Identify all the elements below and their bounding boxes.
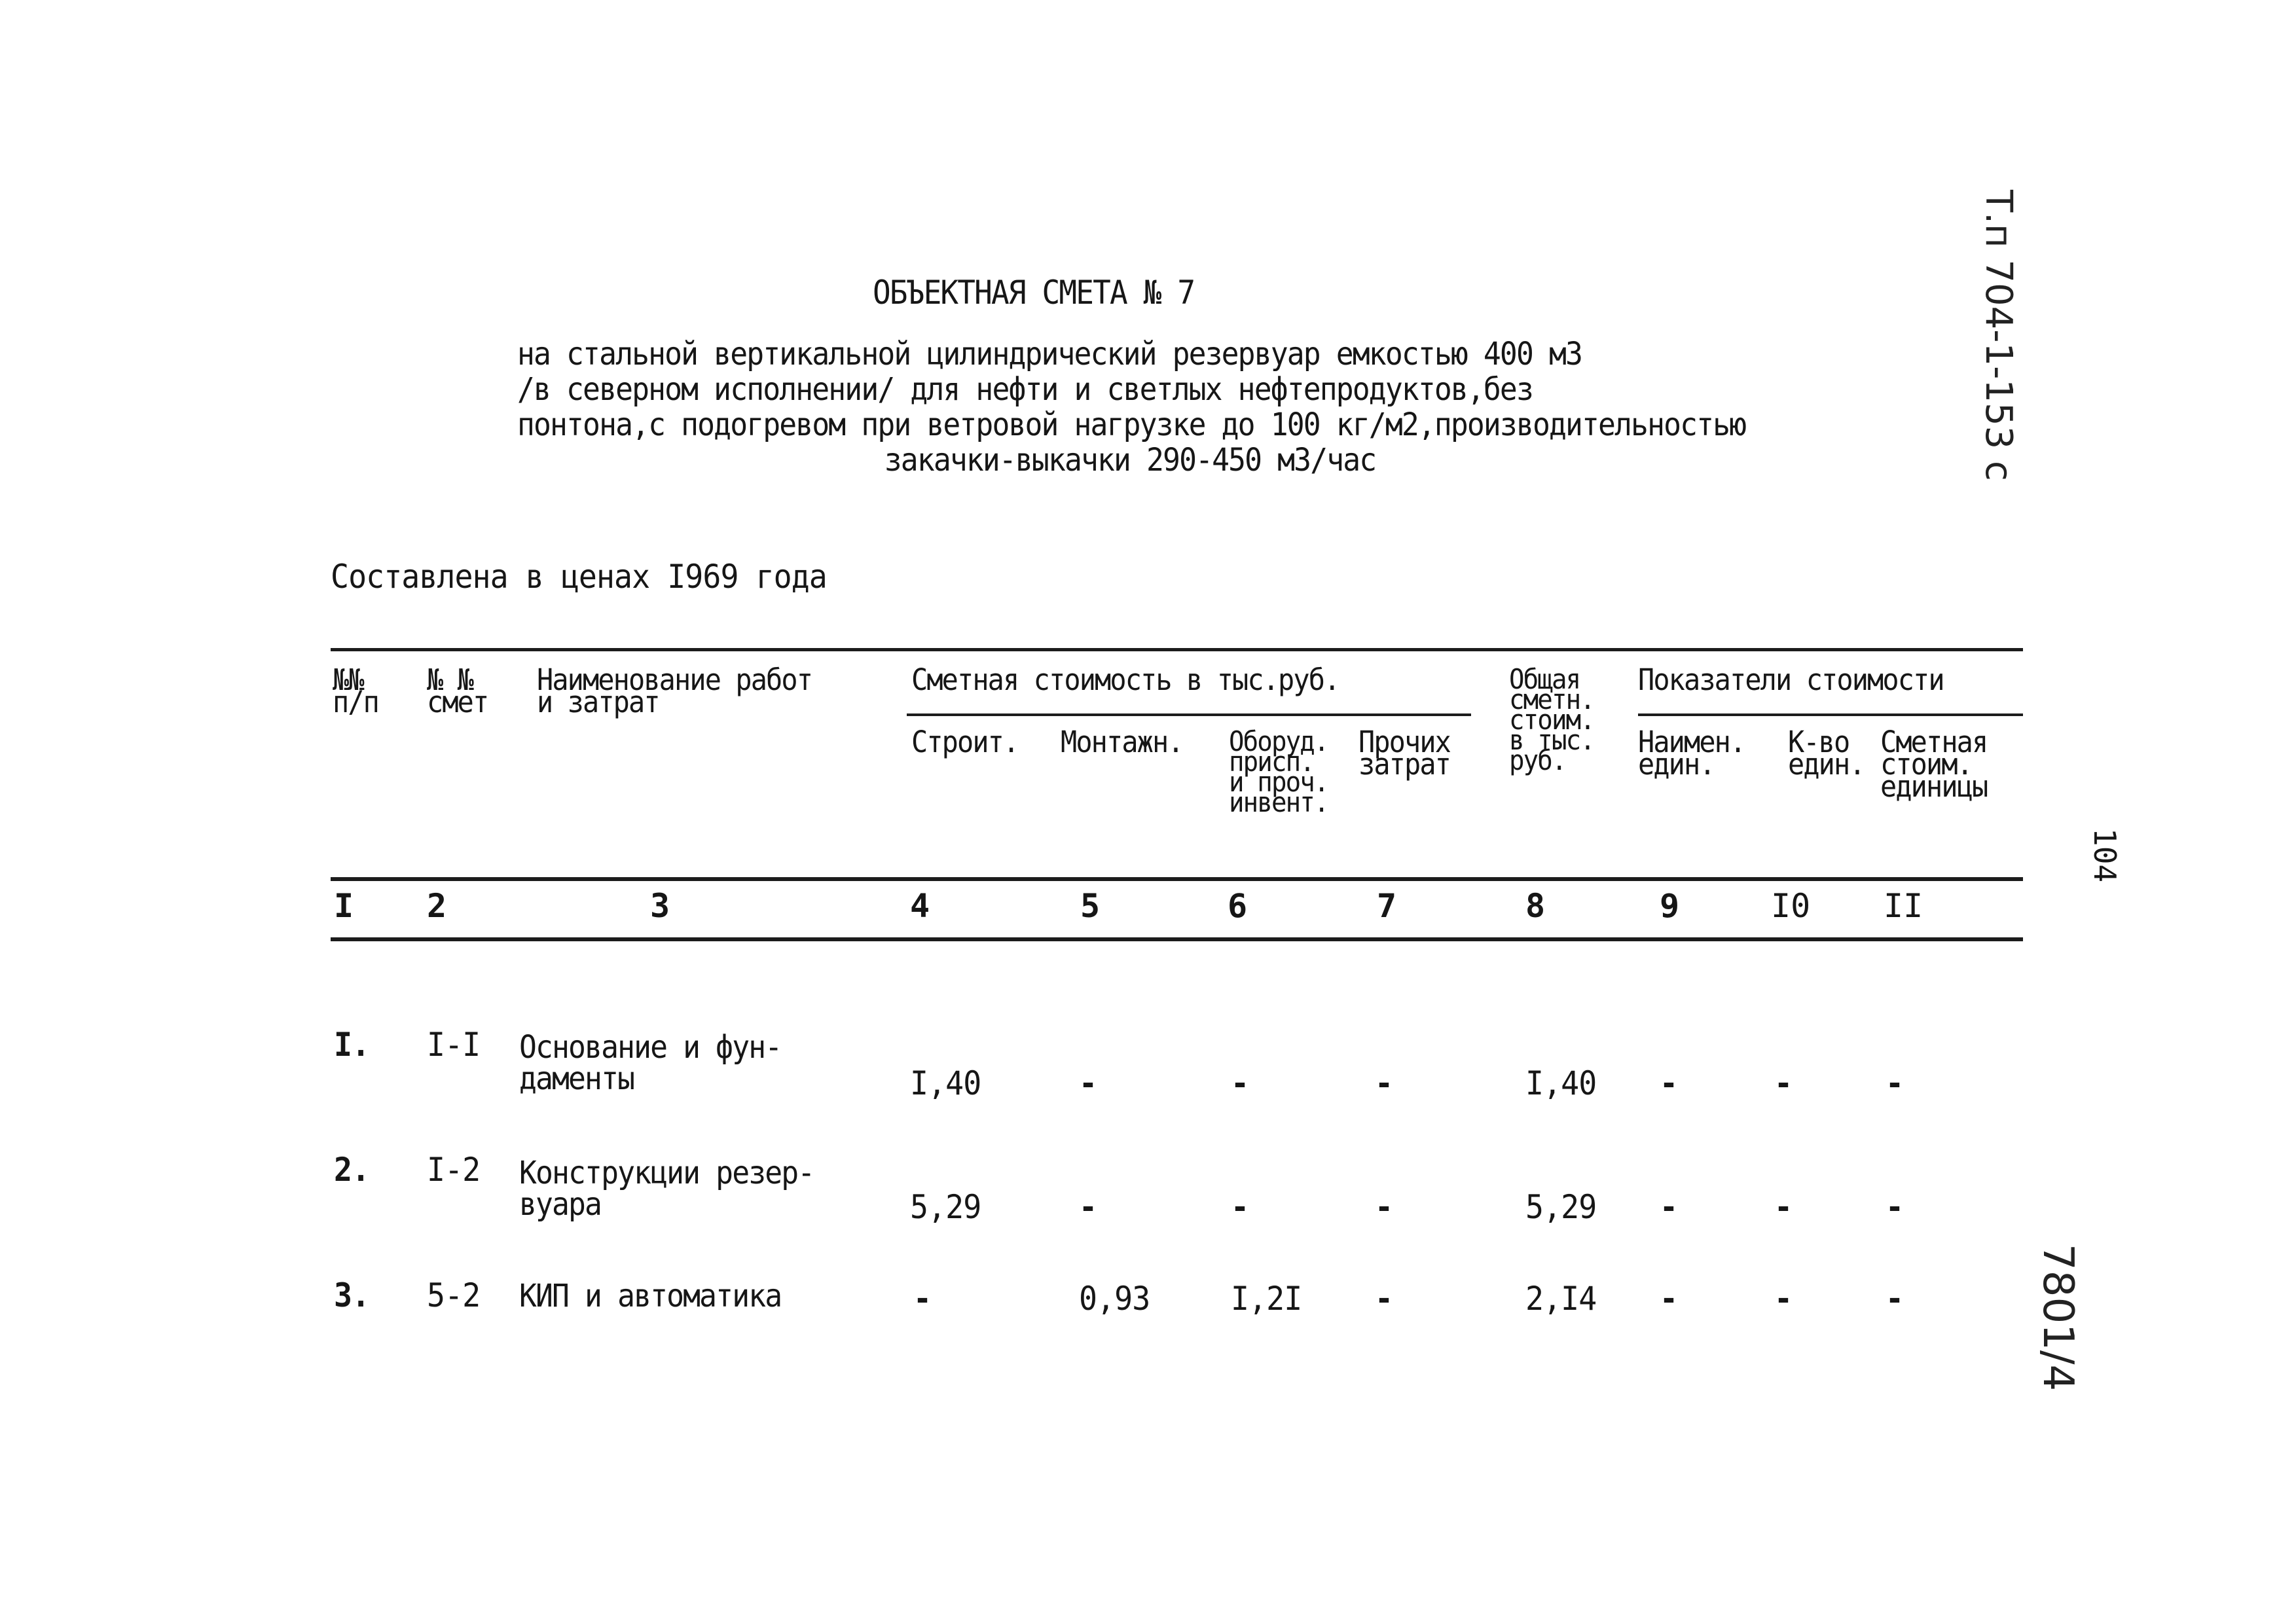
header-work-name: Наименование работ и затрат [537,662,812,719]
column-number: 4 [910,887,930,925]
table-top-rule [331,648,2023,651]
work-name-line: КИП и автоматика [519,1278,782,1314]
subtitle-line: понтона,с подогревом при ветровой нагрузке до 100 кг/м2,производительностью [517,406,1746,443]
unit-name: - [1660,1280,1678,1318]
header-installation: Монтажн. [1061,725,1183,759]
header-total-cost: Общая сметн. стоим. в тыс. руб. [1509,663,1594,776]
subtitle-line: /в северном исполнении/ для нефти и светлых нефтепродуктов,без [517,371,1533,408]
equipment-cost: - [1231,1188,1249,1226]
header-cost-group: Сметная стоимость в тыс.руб. [911,662,1339,697]
indicators-group-rule [1638,713,2023,716]
estimate-number: I-2 [427,1151,481,1189]
row-number: I. [334,1026,370,1064]
row-number: 3. [334,1276,370,1314]
construction-cost: I,40 [910,1064,981,1102]
header-indicators-group: Показатели стоимости [1638,662,1944,697]
column-number: II [1884,887,1923,925]
estimate-number: 5-2 [427,1276,481,1314]
column-number: 7 [1377,887,1397,925]
subtitle-line: закачки-выкачки 290-450 м3/час [884,442,1376,478]
header-other-costs: Прочих затрат [1358,725,1451,782]
work-name [519,1029,782,1097]
header-row-number: №№ п/п [333,662,379,719]
standard-project-code: Т.п 704-1-153 с [1977,190,2020,481]
unit-cost: - [1886,1280,1904,1318]
header-unit-quantity: К-во един. [1788,725,1865,782]
work-name-line: Конструкции резер- [519,1155,814,1191]
total-cost: I,40 [1525,1064,1597,1102]
column-number: 8 [1525,887,1546,925]
column-number: 2 [427,887,447,925]
other-cost: - [1375,1188,1393,1226]
unit-name: - [1660,1188,1678,1226]
work-name [519,1280,781,1312]
construction-cost: - [913,1280,932,1318]
column-number: 5 [1080,887,1101,925]
column-number: 9 [1660,887,1680,925]
unit-quantity: - [1774,1188,1793,1226]
other-cost: - [1375,1280,1393,1318]
column-number: 6 [1228,887,1248,925]
work-name-line: вуара [519,1186,602,1223]
unit-cost: - [1886,1188,1904,1226]
header-unit-cost: Сметная стоим. единицы [1880,725,1988,804]
header-estimate-number: № № смет [427,662,488,719]
document-subtitle [517,336,1745,478]
unit-quantity: - [1774,1064,1793,1102]
header-construction: Строит. [911,725,1019,759]
unit-name: - [1660,1064,1678,1102]
installation-cost: - [1079,1188,1097,1226]
price-basis-note: Составлена в ценах I969 года [331,558,827,596]
equipment-cost: I,2I [1231,1280,1302,1318]
equipment-cost: - [1231,1064,1249,1102]
header-bottom-rule [331,877,2023,881]
cost-group-rule [907,713,1471,716]
estimate-number: I-I [427,1026,481,1064]
total-cost: 2,I4 [1525,1280,1597,1318]
subtitle-line: на стальной вертикальной цилиндрический резервуар емкостью 400 м3 [517,336,1582,372]
work-name [519,1155,814,1223]
other-cost: - [1375,1064,1393,1102]
document-title: ОБЪЕКТНАЯ СМЕТА № 7 [873,274,1195,312]
header-unit-name: Наимен. един. [1638,725,1745,782]
total-cost: 5,29 [1525,1188,1597,1226]
column-number: 3 [650,887,670,925]
construction-cost: 5,29 [910,1188,981,1226]
unit-cost: - [1886,1064,1904,1102]
column-number: I [334,887,354,925]
header-equipment: Оборуд. присп. и проч. инвент. [1229,725,1328,818]
installation-cost: 0,93 [1079,1280,1150,1318]
unit-quantity: - [1774,1280,1793,1318]
row-number: 2. [334,1151,370,1189]
work-name-line: Основание и фун- [519,1029,782,1066]
column-number: I0 [1771,887,1811,925]
column-numbers-bottom-rule [331,937,2023,941]
inventory-number: 7801/4 [2033,1244,2082,1392]
installation-cost: - [1079,1064,1097,1102]
page-number: 104 [2087,828,2123,883]
work-name-line: даменты [519,1060,634,1097]
